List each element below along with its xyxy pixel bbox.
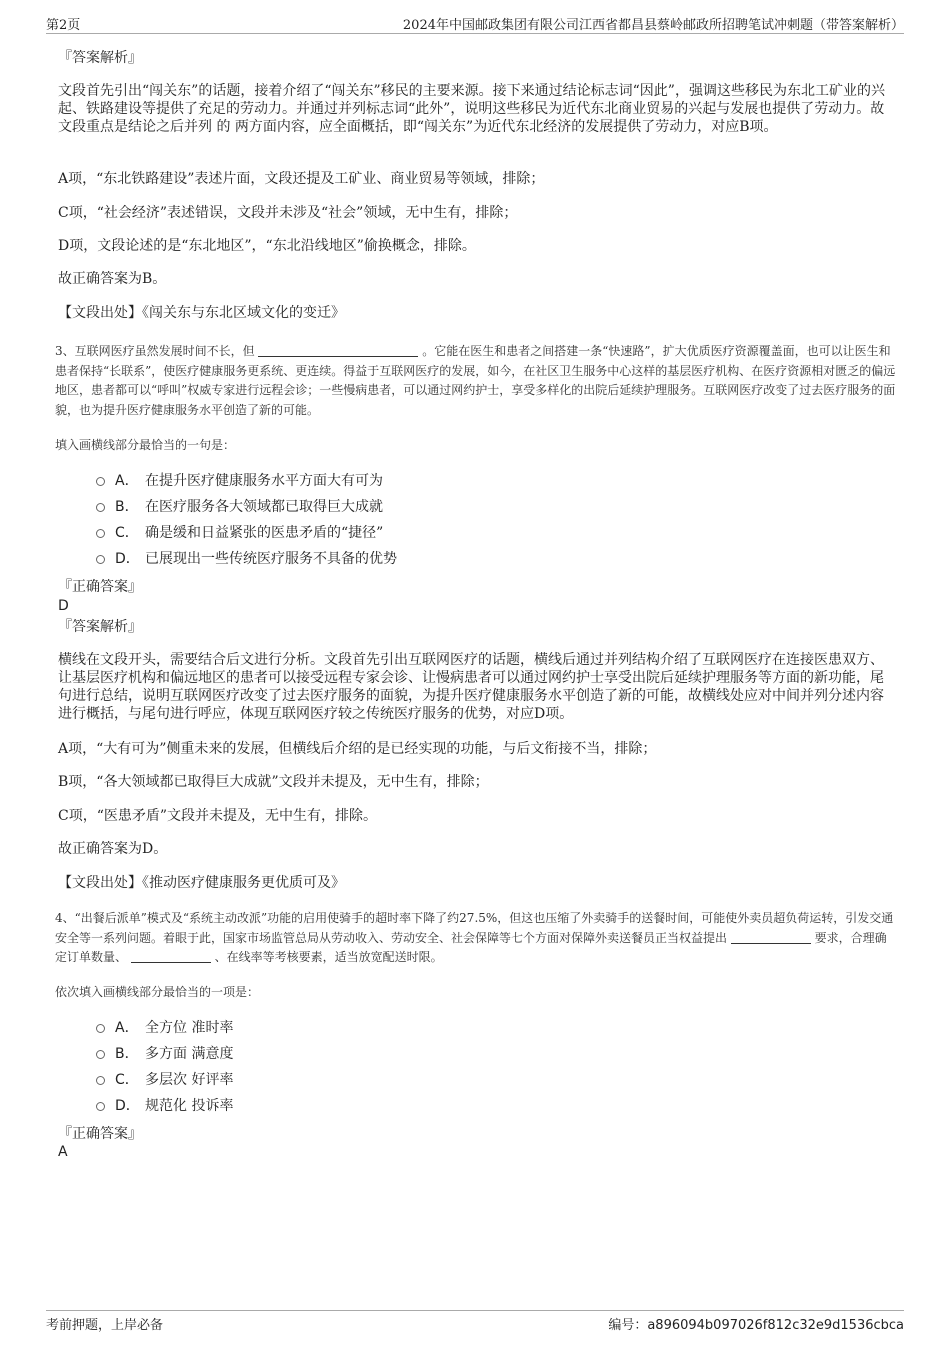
q3-option-c-text: 确是缓和日益紧张的医患矛盾的“捷径”: [145, 525, 384, 541]
q3-stem-after: 。它能在医生和患者之间搭建一条“快速路”，扩大优质医疗资源覆盖面，也可以让医生和患者保持“长联系”，使医疗健康服务更系统、更连续。得益于互联网医疗的发展，如今，在社区卫生服务中心这样的基层医疗机构、在医疗资源相对匮乏的偏远地区，患者都可以“呼叫”权威专家进行远程会诊；一些慢病患者，可以通过网约护士，享受多样化的出院后延续护理服务。互联网医疗改变了过去医疗服务的面貌，也为提升医疗健康服务水平创造了新的可能。: [55, 344, 896, 417]
q3-stem-before: 3、互联网医疗虽然发展时间不长，但: [55, 344, 255, 358]
radio-icon[interactable]: [96, 477, 105, 486]
q4-option-d[interactable]: [96, 1097, 233, 1115]
q4-stem-part3: 、在线率等考核要素，适当放宽配送时限。: [214, 950, 443, 964]
q3-option-d-letter: D．: [115, 551, 140, 567]
q3-option-b-letter: B．: [115, 499, 139, 515]
radio-icon[interactable]: [96, 503, 105, 512]
q4-blank-1: [731, 931, 811, 944]
q3-blank: [258, 344, 418, 357]
q3-analysis-text: 横线在文段开头，需要结合后文进行分析。文段首先引出互联网医疗的话题，横线后通过并列结构介绍了互联网医疗在连接医患双方、让基层医疗机构和偏远地区的患者可以接受远程专家会诊、让慢病患者可以通过网约护士享受出院后延续护理服务等方面的新功能，尾句进行总结，说明互联网医疗改变了过去医疗服务的面貌，为提升医疗健康服务水平创造了新的可能，故横线处应对中间并列分述内容进行概括，与尾句进行呼应，体现互联网医疗较之传统医疗服务的优势，对应D项。: [58, 652, 884, 722]
q3-option-c[interactable]: [96, 524, 383, 542]
q3-option-b[interactable]: [96, 498, 383, 516]
q3-option-b-explain: B项，“各大领域都已取得巨大成就”文段并未提及，无中生有，排除；: [58, 774, 489, 790]
q3-option-d[interactable]: [96, 550, 397, 568]
q4-stem-part2: 要求，合理确定订单数量、: [55, 930, 887, 964]
q4-option-a[interactable]: [96, 1019, 233, 1037]
q4-stem-part1: 4、“出餐后派单”模式及“系统主动改派”功能的启用使骑手的超时率下降了约27.5%，但这也压缩了外卖骑手的送餐时间，可能使外卖员超负荷运转，引发交通安全等一系列问题。着眼于此，国家市场监管总局从劳动收入、劳动安全、社会保障等七个方面对保障外卖送餐员正当权益提出: [55, 911, 894, 945]
q3-option-a-letter: A．: [115, 473, 139, 489]
radio-icon[interactable]: [96, 1076, 105, 1085]
q4-option-d-text: 规范化 投诉率: [145, 1098, 234, 1114]
q2-option-a-explain: A项，“东北铁路建设”表述片面，文段还提及工矿业、商业贸易等领域，排除；: [58, 171, 545, 187]
q4-option-a-letter: A．: [115, 1020, 139, 1036]
q4-stem: [55, 909, 897, 968]
footer-serial-label: 编号：: [608, 1318, 648, 1333]
radio-icon[interactable]: [96, 529, 105, 538]
q3-prompt: 填入画横线部分最恰当的一句是：: [55, 438, 236, 452]
document-title: 2024年中国邮政集团有限公司江西省都昌县蔡岭邮政所招聘笔试冲刺题（带答案解析）: [402, 18, 904, 33]
q4-option-b-letter: B．: [115, 1046, 139, 1062]
q3-correct-answer: D: [58, 598, 69, 614]
q4-option-c[interactable]: [96, 1071, 233, 1089]
q4-correct-label: 『正确答案』: [58, 1126, 142, 1142]
q3-option-d-text: 已展现出一些传统医疗服务不具备的优势: [145, 551, 397, 567]
q2-option-d-explain: D项，文段论述的是“东北地区”，“东北沿线地区”偷换概念，排除。: [58, 238, 476, 254]
header-divider: [46, 33, 904, 34]
q4-blank-2: [131, 950, 211, 963]
q4-option-b[interactable]: [96, 1045, 233, 1063]
radio-icon[interactable]: [96, 1050, 105, 1059]
q4-prompt: 依次填入画横线部分最恰当的一项是：: [55, 985, 260, 999]
page-number: 第2页: [46, 18, 81, 33]
q3-option-c-explain: C项，“医患矛盾”文段并未提及，无中生有，排除。: [58, 808, 378, 824]
q4-correct-answer: A: [58, 1144, 68, 1160]
q4-option-b-text: 多方面 满意度: [145, 1046, 234, 1062]
q4-option-c-text: 多层次 好评率: [145, 1072, 234, 1088]
q3-source: 【文段出处】《推动医疗健康服务更优质可及》: [58, 875, 345, 891]
radio-icon[interactable]: [96, 1102, 105, 1111]
footer-slogan: 考前押题，上岸必备: [46, 1318, 164, 1333]
footer-serial: [608, 1314, 904, 1333]
q3-option-b-text: 在医疗服务各大领域都已取得巨大成就: [145, 499, 383, 515]
q3-conclusion: 故正确答案为D。: [58, 841, 168, 857]
q2-source: 【文段出处】《闯关东与东北区域文化的变迁》: [58, 305, 345, 321]
q4-option-a-text: 全方位 准时率: [145, 1020, 234, 1036]
q3-analysis-label: 『答案解析』: [58, 619, 142, 635]
q3-stem: [55, 342, 897, 420]
q2-analysis-text: 文段首先引出“闯关东”的话题，接着介绍了“闯关东”移民的主要来源。接下来通过结论标志词“因此”，强调这些移民为东北工矿业的兴起、铁路建设等提供了充足的劳动力。并通过并列标志词“此外”，说明这些移民为近代东北商业贸易的兴起与发展也提供了劳动力。故文段重点是结论之后并列 的 两方面内容，应全面概括，即“闯关东”为近代东北经济的发展提供了劳动力，对应B项。: [58, 83, 885, 135]
radio-icon[interactable]: [96, 555, 105, 564]
q3-option-a-text: 在提升医疗健康服务水平方面大有可为: [145, 473, 383, 489]
radio-icon[interactable]: [96, 1024, 105, 1033]
footer-serial-id: a896094b097026f812c32e9d1536cbca: [647, 1318, 904, 1333]
q4-option-d-letter: D．: [115, 1098, 140, 1114]
q4-option-c-letter: C．: [115, 1072, 139, 1088]
q2-conclusion: 故正确答案为B。: [58, 271, 167, 287]
q2-option-c-explain: C项，“社会经济”表述错误，文段并未涉及“社会”领域，无中生有，排除；: [58, 205, 518, 221]
q3-option-a[interactable]: [96, 472, 383, 490]
q3-correct-label: 『正确答案』: [58, 579, 142, 595]
q3-option-a-explain: A项，“大有可为”侧重未来的发展，但横线后介绍的是已经实现的功能，与后文衔接不当，排除；: [58, 741, 657, 757]
q2-analysis-label: 『答案解析』: [58, 50, 142, 66]
footer-divider: [46, 1310, 904, 1311]
q3-option-c-letter: C．: [115, 525, 139, 541]
